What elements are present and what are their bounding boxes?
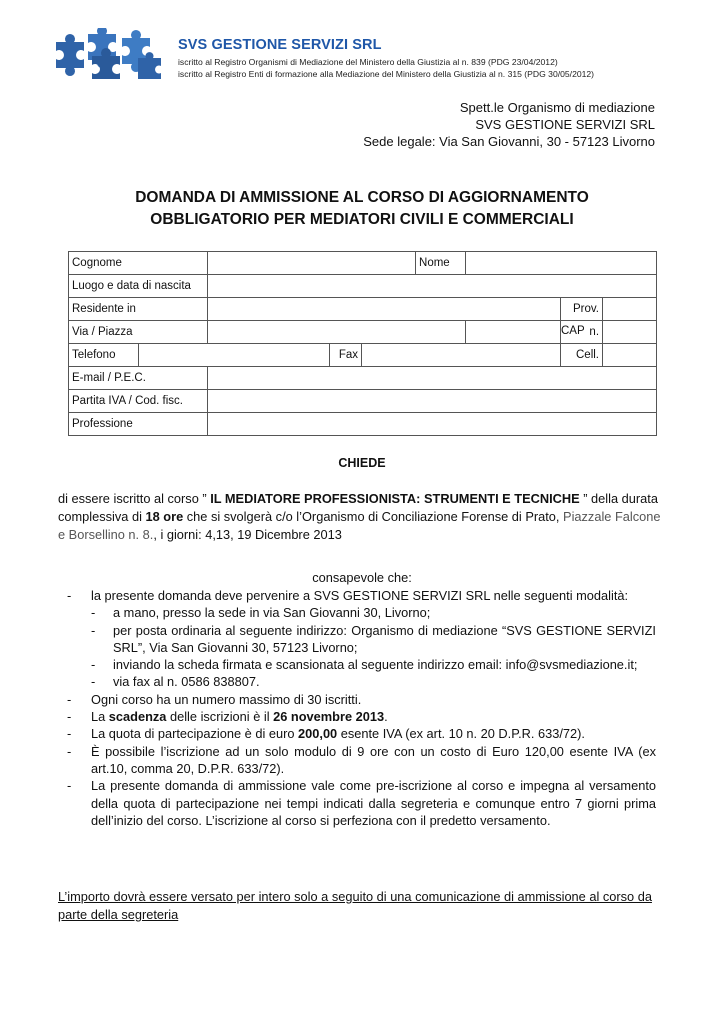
email-field[interactable] — [208, 367, 657, 390]
recipient-line-3: Sede legale: Via San Giovanni, 30 - 57123 Livorno — [363, 134, 655, 149]
title-line-1: DOMANDA DI AMMISSIONE AL CORSO DI AGGIORNAMENTO — [135, 189, 589, 206]
cognome-field[interactable] — [208, 252, 416, 275]
nome-field[interactable] — [466, 252, 657, 275]
cap-label: CAP — [561, 325, 585, 337]
piva-field[interactable] — [208, 390, 657, 413]
registration-form — [68, 251, 657, 436]
professione-label: Professione — [69, 413, 208, 436]
course-place: Piazzale Falcone e Borsellino n. 8. — [58, 509, 661, 542]
via-field[interactable] — [208, 321, 466, 344]
payment-note: L’importo dovrà essere versato per intero solo a seguito di una comunicazione di ammissione al corso da parte della segreteria — [58, 889, 652, 922]
recipient-line-2: SVS GESTIONE SERVIZI SRL — [475, 117, 655, 132]
sub-list-item: - per posta ordinaria al seguente indirizzo: Organismo di mediazione “SVS GESTIONE SERVIZI SRL”, Via San Giovanni 30, 57123 Livorno; — [91, 622, 656, 655]
cognome-label: Cognome — [69, 252, 208, 275]
numero-label: n. — [561, 321, 603, 344]
residente-field[interactable] — [208, 298, 561, 321]
consapevole-line: consapevole che: — [312, 570, 412, 585]
fax-label: Fax — [330, 344, 362, 367]
course-hours: 18 ore — [145, 509, 184, 524]
piva-label: Partita IVA / Cod. fisc. — [69, 390, 208, 413]
sub-list-item: - a mano, presso la sede in via San Giovanni 30, Livorno; — [91, 605, 431, 621]
nome-label: Nome — [416, 252, 466, 275]
organization-name: SVS GESTIONE SERVIZI SRL — [178, 37, 382, 53]
cell-label: Cell. — [561, 344, 603, 367]
request-text-1: di essere iscritto al corso ” — [58, 491, 211, 506]
numero-field[interactable] — [603, 321, 657, 344]
list-item: - la presente domanda deve pervenire a SVS GESTIONE SERVIZI SRL nelle seguenti modalità: — [67, 588, 629, 603]
title-line-2: OBBLIGATORIO PER MEDIATORI CIVILI E COMMERCIALI — [150, 211, 574, 228]
registry-line-2: iscritto al Registro Enti di formazione alla Mediazione del Ministero della Giustizia al n. 315 (PDG 30/05/2012) — [178, 69, 595, 79]
fax-field[interactable] — [362, 344, 561, 367]
sub-list-item: - inviando la scheda firmata e scansionata al seguente indirizzo email: info@svsmediazione.it; — [91, 657, 638, 673]
list-item: - La presente domanda di ammissione vale come pre-iscrizione al corso e impegna al versamento della quota di partecipazione nei tempi indicati dalla segreteria e comunque entro 7 giorni prima dell’inizio del corso. L’iscrizione al corso si perfeziona con il predetto versamento. — [67, 778, 656, 828]
residente-label: Residente in — [69, 298, 208, 321]
conditions-list — [58, 587, 656, 829]
course-name: IL MEDIATORE PROFESSIONISTA: STRUMENTI E TECNICHE — [210, 491, 580, 506]
list-item: - È possibile l’iscrizione ad un solo modulo di 9 ore con un costo di Euro 120,00 esente IVA (ex art.10, comma 20, D.P.R. 633/72). — [67, 743, 656, 776]
request-text-2: ” della durata complessiva di — [58, 491, 658, 524]
puzzle-logo — [52, 28, 164, 80]
prov-label: Prov. — [561, 298, 603, 321]
document-title — [60, 187, 664, 231]
request-text-3: che si svolgerà c/o l’Organismo di Conciliazione Forense di Prato, — [183, 509, 564, 524]
prov-field[interactable] — [603, 298, 657, 321]
telefono-label: Telefono — [69, 344, 139, 367]
luogo-data-field[interactable] — [208, 275, 657, 298]
luogo-data-label: Luogo e data di nascita — [69, 275, 208, 298]
chiede-heading: CHIEDE — [338, 456, 386, 470]
request-paragraph — [58, 490, 668, 544]
telefono-field[interactable] — [139, 344, 330, 367]
via-spacer — [466, 321, 561, 344]
registry-line-1: iscritto al Registro Organismi di Mediazione del Ministero della Giustizia al n. 839 (PDG 23/04/2012) — [178, 57, 558, 67]
cell-field[interactable] — [603, 344, 657, 367]
via-label: Via / Piazza — [69, 321, 208, 344]
list-item: - Ogni corso ha un numero massimo di 30 iscritti. — [67, 691, 362, 707]
sub-list-item: - via fax al n. 0586 838807. — [91, 674, 260, 690]
request-text-4: , i giorni: 4,13, 19 Dicembre 2013 — [153, 527, 342, 542]
list-item: - La scadenza delle iscrizioni è il 26 novembre 2013. — [67, 709, 388, 725]
professione-field[interactable] — [208, 413, 657, 436]
recipient-line-1: Spett.le Organismo di mediazione — [459, 100, 655, 115]
email-label: E-mail / P.E.C. — [69, 367, 208, 390]
recipient-address — [363, 99, 655, 150]
list-item: - La quota di partecipazione è di euro 200,00 esente IVA (ex art. 10 n. 20 D.P.R. 633/72). — [67, 726, 585, 742]
